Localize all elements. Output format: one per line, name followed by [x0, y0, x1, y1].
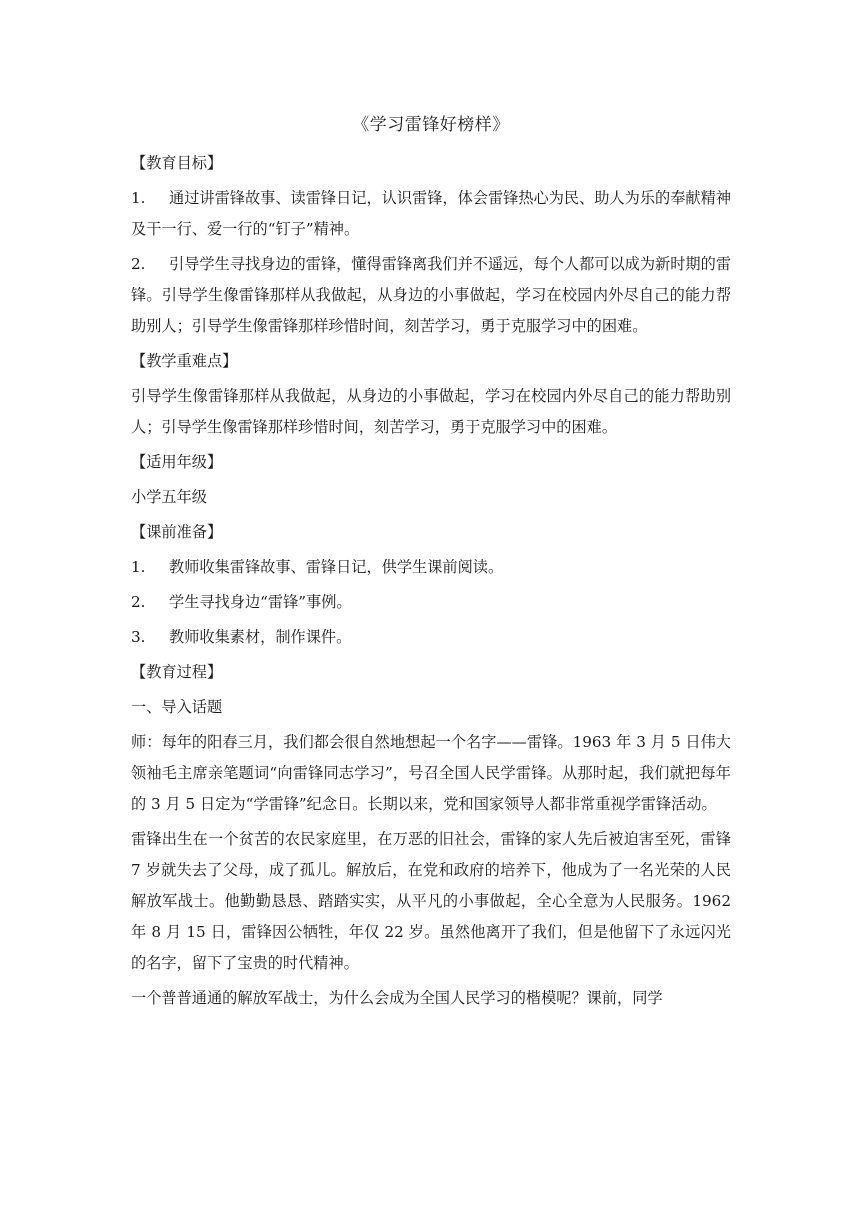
goal-text: 引导学生寻找身边的雷锋，懂得雷锋离我们并不遥远，每个人都可以成为新时期的雷锋。引导学生像雷锋那样从我做起，从身边的小事做起，学习在校园内外尽自己的能力帮助别人；引导学生像雷锋那样珍惜时间，刻苦学习，勇于克服学习中的困难。	[131, 255, 731, 335]
prep-number: 1.	[131, 558, 146, 576]
process-subheading: 一、导入话题	[131, 698, 223, 716]
goals-heading: 【教育目标】	[131, 154, 223, 172]
key-points-text: 引导学生像雷锋那样从我做起，从身边的小事做起，学习在校园内外尽自己的能力帮助别人；引导学生像雷锋那样珍惜时间，刻苦学习，勇于克服学习中的困难。	[131, 387, 731, 436]
goal-item-2	[131, 249, 731, 342]
prep-text: 教师收集素材，制作课件。	[169, 628, 352, 646]
grade-text: 小学五年级	[131, 488, 207, 506]
prep-item-3	[131, 622, 731, 653]
process-paragraph-2: 雷锋出生在一个贫苦的农民家庭里，在万恶的旧社会，雷锋的家人先后被迫害至死，雷锋 7 岁就失去了父母，成了孤儿。解放后，在党和政府的培养下，他成为了一名光荣的人民解放军战士。他勤勤恳恳、踏踏实实，从平凡的小事做起，全心全意为人民服务。1962 年 8 月 15 日，雷锋因公牺牲，年仅 22 岁。虽然他离开了我们，但是他留下了永远闪光的名字，留下了宝贵的时代精神。	[131, 830, 731, 972]
process-paragraph-3: 一个普普通通的解放军战士，为什么会成为全国人民学习的楷模呢？课前，同学	[131, 989, 663, 1007]
goal-item-1	[131, 183, 731, 245]
prep-text: 学生寻找身边“雷锋”事例。	[169, 593, 352, 611]
prep-item-1	[131, 552, 731, 583]
prep-text: 教师收集雷锋故事、雷锋日记，供学生课前阅读。	[169, 558, 504, 576]
process-heading: 【教育过程】	[131, 663, 223, 681]
prep-number: 2.	[131, 593, 146, 611]
process-paragraph-1: 师：每年的阳春三月，我们都会很自然地想起一个名字——雷锋。1963 年 3 月 5 日伟大领袖毛主席亲笔题词“向雷锋同志学习”，号召全国人民学雷锋。从那时起，我们就把每年的 3 月 5 日定为“学雷锋”纪念日。长期以来，党和国家领导人都非常重视学雷锋活动。	[131, 733, 731, 813]
goal-number: 1.	[131, 189, 146, 207]
document-title: 《学习雷锋好榜样》	[352, 115, 510, 135]
prep-number: 3.	[131, 628, 146, 646]
key-points-heading: 【教学重难点】	[131, 352, 238, 370]
prep-item-2	[131, 587, 731, 618]
grade-heading: 【适用年级】	[131, 453, 223, 471]
prep-heading: 【课前准备】	[131, 523, 223, 541]
document-page	[131, 110, 731, 1018]
goal-text: 通过讲雷锋故事、读雷锋日记，认识雷锋，体会雷锋热心为民、助人为乐的奉献精神及干一行、爱一行的“钉子”精神。	[131, 189, 731, 238]
goal-number: 2.	[131, 255, 146, 273]
